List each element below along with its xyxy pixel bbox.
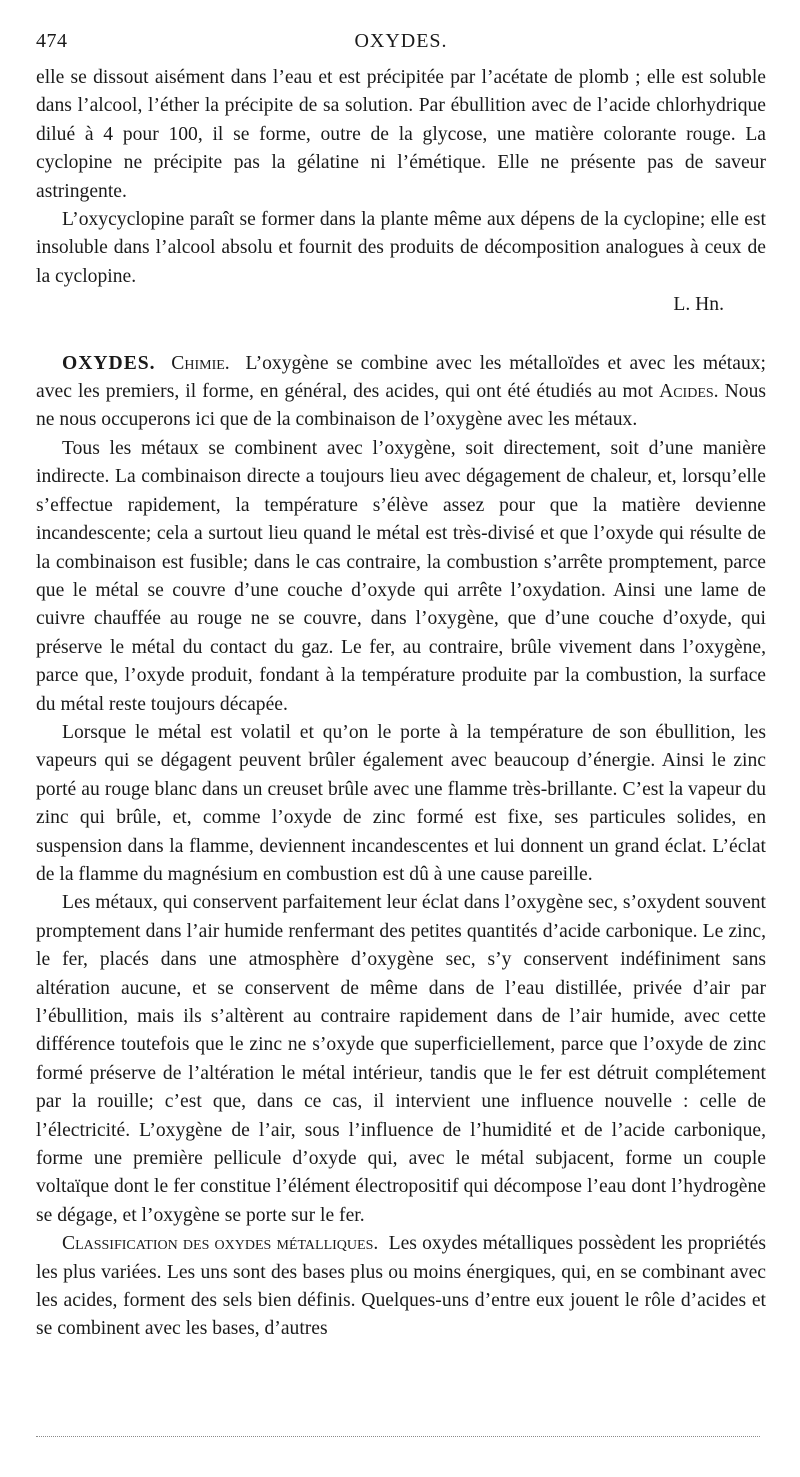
document-page (36, 0, 766, 1344)
article-paragraph-2: Lorsque le métal est volatil et qu’on le porte à la température de son ébullition, les vapeurs qui se dégagent peuvent brûler également avec beaucoup d’énergie. Ainsi le zinc porté au rouge blanc dans un creuset brûle avec une flamme très-brillante. C’est la vapeur du zinc qui brûle, et, comme l’oxyde de zinc formé est fixe, ses particules solides, en suspension dans la flamme, deviennent incandescentes et lui donnent un grand éclat. L’éclat de la flamme du magnésium en combustion est dû à une cause pareille. (36, 721, 766, 885)
section-gap (36, 320, 766, 350)
classification-heading: Classification des oxydes métalliques. (62, 1233, 379, 1255)
continuation-paragraph-2-text: L’oxycyclopine paraît se former dans la plante même aux dépens de la cyclopine; elle est insoluble dans l’alcool absolu et fournit des produits de décomposition analogues à ceux de la cyclopine. (36, 209, 766, 287)
continuation-paragraph-2 (36, 206, 766, 320)
author-signature: L. Hn. (673, 294, 724, 316)
article-paragraph-3: Les métaux, qui conservent parfaitement leur éclat dans l’oxygène sec, s’oxydent souvent promptement dans l’air humide renfermant des petites quantités d’acide carbonique. Le zinc, le fer, placés dans une atmosphère d’oxygène sec, s’y conservent indéfiniment sans altération aucune, et se conservent de même dans de l’eau distillée, privée d’air par l’ébullition, mais ils s’altèrent au contraire rapidement dans de l’air humide, avec cette différence toutefois que le zinc ne s’oxyde que superficiellement, parce que l’oxyde de zinc formé préserve de l’altération le métal intérieur, tandis que le fer est détruit complétement par la rouille; c’est que, dans ce cas, il intervient une influence nouvelle : celle de l’électricité. L’oxygène de l’air, sous l’influence de l’humidité et de l’acide carbonique, forme une première pellicule d’oxyde qui, avec le métal subjacent, forme un couple voltaïque dont le fer constitue l’élément électropositif qui décompose l’eau dont l’hydrogène se dégage, et l’oxygène se porte sur le fer. (36, 892, 766, 1226)
article-intro-paragraph (36, 350, 766, 435)
classification-text: Les oxydes métalliques possèdent les propriétés les plus variées. Les uns sont des bases plus ou moins énergiques, qui, en se combinant avec les acides, forment des sels bien définis. Quelques-uns d’entre eux jouent le rôle d’acides et se combinent avec les bases, d’autres (36, 1233, 767, 1340)
continuation-paragraph-1: elle se dissout aisément dans l’eau et est précipitée par l’acétate de plomb ; elle est soluble dans l’alcool, l’éther la précipite de sa solution. Par ébullition avec de l’acide chlorhydrique dilué à 4 pour 100, il se forme, outre de la glycose, une matière colorante rouge. La cyclopine ne précipite pas la gélatine ni l’émétique. Elle ne présente pas de saveur astringente. (36, 67, 766, 202)
article-intro-text-2: . Nous ne nous occuperons ici que de la combinaison de l’oxygène avec les métaux. (36, 381, 767, 431)
article-intro-text-1: L’oxygène se combine avec les métalloïdes et avec les métaux; avec les premiers, il forme, en général, des acides, qui ont été étudiés au mot (36, 352, 766, 403)
classification-paragraph (36, 1230, 766, 1344)
article-category: Chimie. (171, 352, 230, 374)
footer-rule (36, 1436, 760, 1437)
article-headword: OXYDES. (62, 352, 156, 374)
page-header (36, 30, 766, 64)
running-title: OXYDES. (354, 30, 448, 52)
article-paragraph-1: Tous les métaux se combinent avec l’oxygène, soit directement, soit d’une manière indirecte. La combinaison directe a toujours lieu avec dégagement de chaleur, et, lorsqu’elle s’effectue rapidement, la température s’élève assez pour que la matière devienne incandescente; cela a surtout lieu quand le métal est très-divisé et que l’oxyde qui résulte de la combinaison est fusible; dans le cas contraire, la combustion s’arrête promptement, parce que le métal se couvre d’une couche d’oxyde qui arrête l’oxydation. Ainsi une lame de cuivre chauffée au rouge ne se couvre, dans l’oxygène, que d’une couche d’oxyde, qui préserve le métal du contact du gaz. Le fer, au contraire, brûle vivement dans l’oxygène, parce que, l’oxyde produit, fondant à la température produite par la combustion, la surface du métal reste toujours décapée. (36, 437, 766, 715)
page-number: 474 (36, 30, 68, 52)
crossref-acides: Acides (659, 381, 714, 403)
